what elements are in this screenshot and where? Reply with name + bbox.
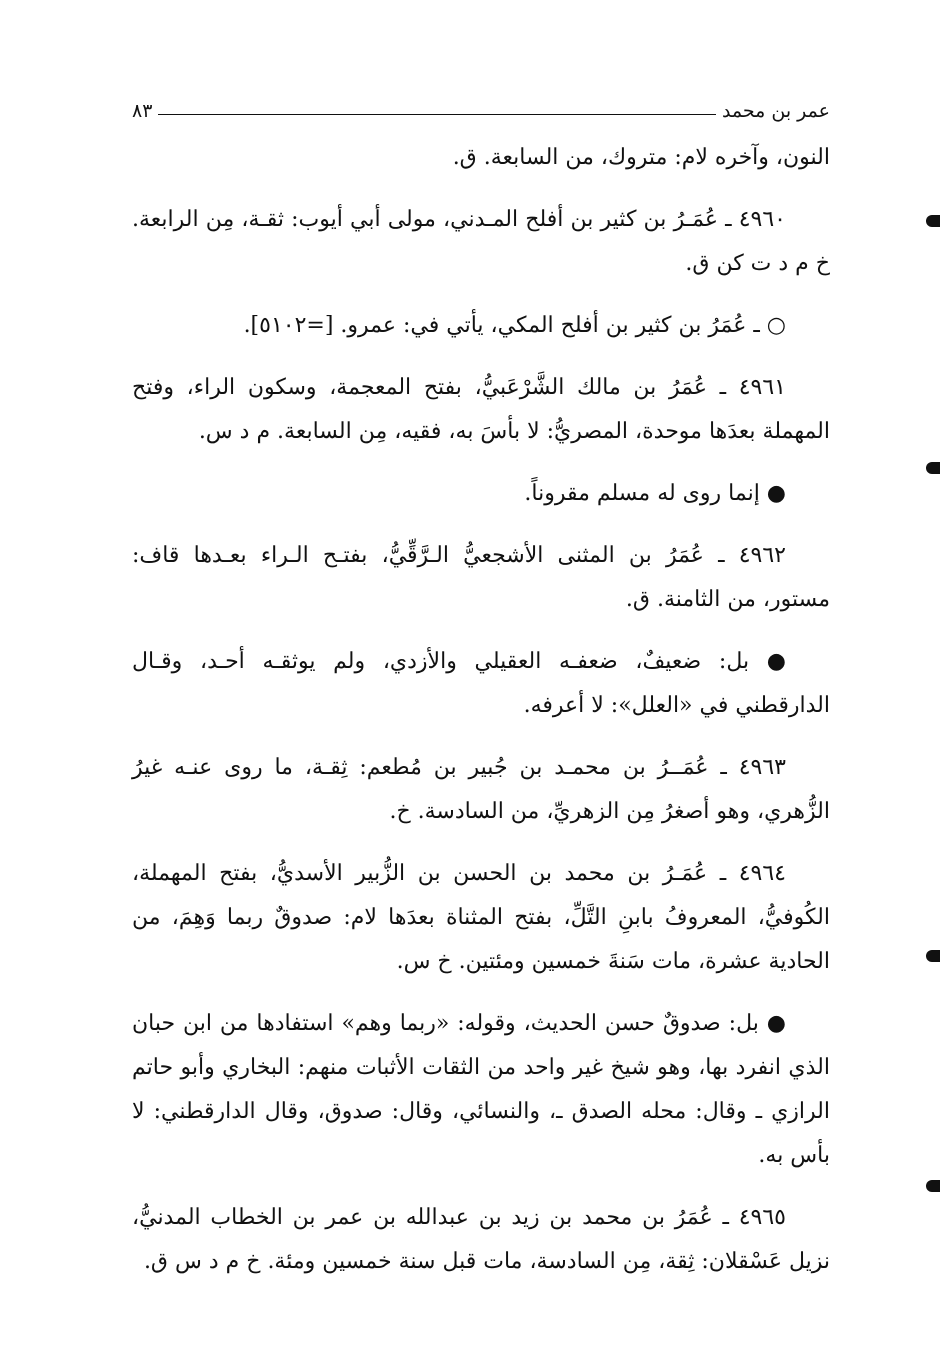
page-number: ٨٣ [132,100,153,122]
margin-tab-mark [926,215,940,227]
entry-4961: ٤٩٦١ ـ عُمَرُ بن مالك الشَّرْعَبيُّ، بفتح المعجمة، وسكون الراء، وفتح المهملة بعدَها موحدة، المصريُّ: لا بأسَ به، فقيه، مِن السابعة. م د س. [132,375,830,444]
entry-4963: ٤٩٦٣ ـ عُمَــرُ بن محمـد بن جُبير بن مُطعم: ثِقـة، ما روى عنـه غيرُ الزُّهري، وهو أصغرُ مِن الزهريِّ، من السادسة. خ. [132,755,830,824]
running-header [132,94,830,122]
margin-tab-mark [926,950,940,962]
running-title: عمر بن محمد [721,100,830,122]
entry-4962: ٤٩٦٢ ـ عُمَرُ بن المثنى الأشجعيُّ الـرَّقِّيُّ، بفتـح الـراء بعـدها قاف: مستور، من الثامنة. ق. [132,543,830,612]
margin-tab-mark [926,1180,940,1192]
margin-tab-mark [926,462,940,474]
entry-4965: ٤٩٦٥ ـ عُمَرُ بن محمد بن زيد بن عبدالله بن عمر بن الخطاب المدنيُّ، نزيل عَسْقلان: ثِقة، مِن السادسة، مات قبل سنة خمسين ومئة. خ م د س ق. [132,1205,830,1274]
comment-note: ● بل: صدوقٌ حسن الحديث، وقوله: «ربما وهم» استفادها من ابن حبان الذي انفرد بها، وهو شيخ غير واحد من الثقات الأثبات منهم: البخاري وأبو حاتم الرازي ـ وقال: محله الصدق ـ، والنسائي، وقال: صدوق، وقال الدارقطني: لا بأس به. [132,1011,830,1168]
cross-reference-entry: ○ ـ عُمَرُ بن كثير بن أفلح المكي، يأتي في: عمرو. [=٥١٠٢]. [243,313,786,338]
entry-4960: ٤٩٦٠ ـ عُمَـرُ بن كثير بن أفلح المـدني، مولى أبي أيوب: ثقـة، مِن الرابعة. خ م د ت كن ق. [132,207,830,276]
comment-note: ● إنما روى له مسلم مقروناً. [524,481,786,506]
header-rule [158,114,716,115]
main-text [132,136,830,1302]
comment-note: ● بل: ضعيفٌ، ضعفـه العقيلي والأزدي، ولم يوثقـه أحـد، وقـال الدارقطني في «العلل»: لا أعرفه. [132,649,830,718]
paragraph-continuation: النون، وآخره لام: متروك، من السابعة. ق. [452,145,830,170]
entry-4964: ٤٩٦٤ ـ عُمَـرُ بن محمد بن الحسن بن الزُّبير الأسديُّ، بفتح المهملة، الكُوفيُّ، المعروفُ بابنِ التَّلِّ، بفتح المثناة بعدَها لام: صدوقٌ ربما وَهِمَ، من الحادية عشرة، مات سَنةَ خمسين ومئتين. خ س. [132,861,830,974]
